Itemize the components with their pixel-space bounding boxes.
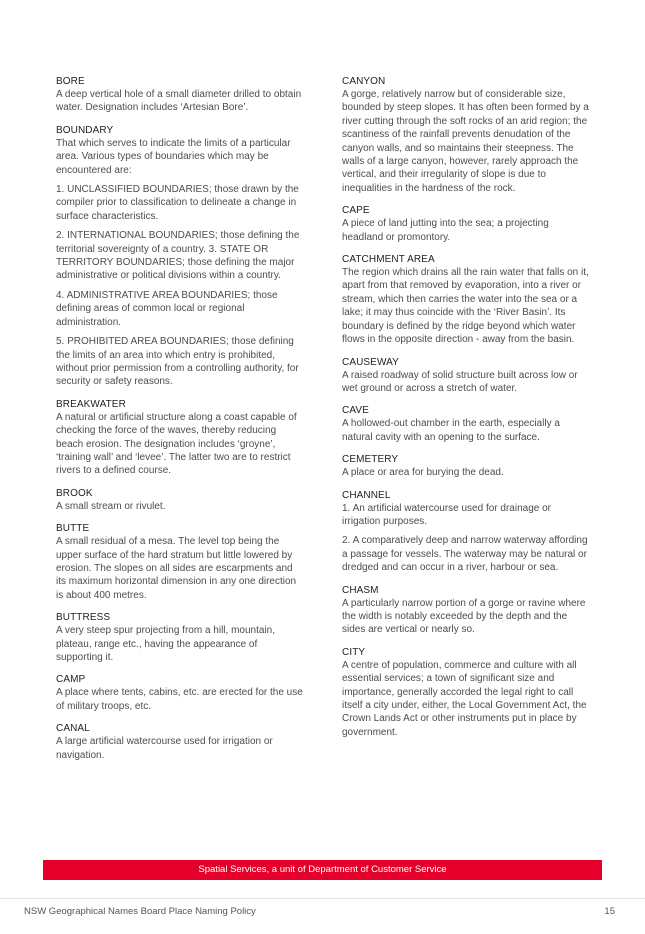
- glossary-entry: [56, 522, 304, 602]
- glossary-entry: [56, 75, 304, 115]
- glossary-definition: A piece of land jutting into the sea; a projecting headland or promontory.: [342, 218, 549, 243]
- glossary-term: CEMETERY: [342, 454, 399, 466]
- glossary-definition: A large artificial watercourse used for irrigation or navigation.: [56, 736, 273, 761]
- right-column: [342, 75, 590, 748]
- glossary-term: CAMP: [56, 674, 86, 686]
- glossary-term: CHANNEL: [342, 489, 391, 501]
- footer-title: NSW Geographical Names Board Place Naming Policy: [24, 906, 256, 917]
- glossary-term: BUTTE: [56, 523, 90, 535]
- glossary-definition: 2. INTERNATIONAL BOUNDARIES; those defining the territorial sovereignty of a country. 3. STATE OR TERRITORY BOUNDARIES; those defining the major administrative or political divisions within a country.: [56, 230, 300, 282]
- glossary-definition: 2. A comparatively deep and narrow waterway affording a passage for vessels. The waterway may be natural or dredged and can occur in a river, harbour or sea.: [342, 535, 588, 574]
- glossary-term: BOUNDARY: [56, 124, 114, 136]
- glossary-definition: A small residual of a mesa. The level top being the upper surface of the hard stratum but little lowered by erosion. The slopes on all sides are escarpments and its maximum horizontal dimension in any one direction is about 400 metres.: [56, 536, 297, 601]
- glossary-entry: [56, 673, 304, 713]
- glossary-definition: A small stream or rivulet.: [56, 500, 166, 512]
- glossary-definition: 1. An artificial watercourse used for drainage or irrigation purposes.: [342, 502, 551, 527]
- glossary-entry: [342, 356, 590, 396]
- left-column: [56, 75, 304, 771]
- glossary-entry: [342, 75, 590, 195]
- glossary-definition: The region which drains all the rain water that falls on it, apart from that removed by evaporation, into a river or stream, which then carries the water into the sea or a lake; it may thus coincide with the ‘River Basin’. Its boundary is defined by the ridge beyond which water flows in the opposite direction - away from the basin.: [342, 267, 589, 346]
- glossary-term: BUTTRESS: [56, 612, 111, 624]
- glossary-definition: A gorge, relatively narrow but of considerable size, bounded by steep slopes. It has often been formed by a river cutting through the soft rocks of an arid region; the scantiness of the rainfall prevents denudation of the canyon walls, and so maintains their steepness. The walls of a large canyon, however, rarely approach the vertical, and their irregularity of slope is due to inequalities in the hardness of the rock.: [342, 89, 589, 194]
- footer-divider: [0, 898, 645, 899]
- glossary-definition: 5. PROHIBITED AREA BOUNDARIES; those defining the limits of an area into which entry is prohibited, without prior permission from a controlling authority, for security or safety reasons.: [56, 336, 299, 388]
- glossary-definition: 4. ADMINISTRATIVE AREA BOUNDARIES; those defining areas of common local or regional administration.: [56, 289, 278, 328]
- glossary-entry: [56, 722, 304, 762]
- glossary-entry: [342, 404, 590, 444]
- glossary-definition: A hollowed-out chamber in the earth, especially a natural cavity with an opening to the surface.: [342, 418, 560, 443]
- glossary-term: CAPE: [342, 205, 370, 217]
- glossary-definition: That which serves to indicate the limits of a particular area. Various types of boundaries which may be encountered are:: [56, 137, 291, 176]
- glossary-term: CAUSEWAY: [342, 356, 399, 368]
- glossary-term: CANYON: [342, 76, 386, 87]
- glossary-entry: [56, 124, 304, 389]
- glossary-term: CHASM: [342, 584, 379, 596]
- page-number: 15: [604, 906, 615, 917]
- glossary-definition: A particularly narrow portion of a gorge or ravine where the width is notably exceeded by the depth and the sides are vertical or nearly so.: [342, 597, 586, 636]
- glossary-term: BROOK: [56, 487, 93, 499]
- glossary-entry: [342, 646, 590, 739]
- glossary-term: CATCHMENT AREA: [342, 254, 435, 266]
- glossary-definition: A very steep spur projecting from a hill, mountain, plateau, range etc., having the appearance of supporting it.: [56, 625, 275, 663]
- glossary-entry: [342, 584, 590, 637]
- glossary-term: CITY: [342, 646, 366, 658]
- glossary-definition: 1. UNCLASSIFIED BOUNDARIES; those drawn by the compiler prior to classification to delineate a change in surface characteristics.: [56, 184, 299, 222]
- glossary-definition: A centre of population, commerce and culture with all essential services; a town of significant size and importance, generally accorded the legal right to call itself a city under, either, the Local Government Act, the Crown Lands Act or other instruments put in place by government.: [342, 659, 587, 738]
- glossary-term: CAVE: [342, 405, 369, 417]
- glossary-definition: A raised roadway of solid structure built across low or wet ground or across a stretch of water.: [342, 369, 578, 394]
- department-banner: Spatial Services, a unit of Department of Customer Service: [43, 860, 602, 880]
- glossary-term: CANAL: [56, 723, 90, 735]
- glossary-definition: A natural or artificial structure along a coast capable of checking the force of the waves, thereby reducing beach erosion. The designation includes ‘groyne’, ‘training wall’ and ‘levee’. The latter two are to restrict rivers to a defined course.: [56, 411, 297, 477]
- glossary-entry: [56, 487, 304, 513]
- glossary-definition: A place or area for burying the dead.: [342, 467, 504, 479]
- glossary-definition: A place where tents, cabins, etc. are erected for the use of military troops, etc.: [56, 687, 303, 712]
- glossary-definition: A deep vertical hole of a small diameter drilled to obtain water. Designation includes ‘Artesian Bore’.: [56, 89, 302, 114]
- glossary-term: BORE: [56, 76, 85, 87]
- glossary-entry: [342, 453, 590, 479]
- glossary-entry: [56, 611, 304, 664]
- glossary-entry: [342, 204, 590, 244]
- glossary-entry: [342, 489, 590, 575]
- glossary-entry: [342, 253, 590, 346]
- glossary-entry: [56, 398, 304, 478]
- glossary-term: BREAKWATER: [56, 398, 126, 410]
